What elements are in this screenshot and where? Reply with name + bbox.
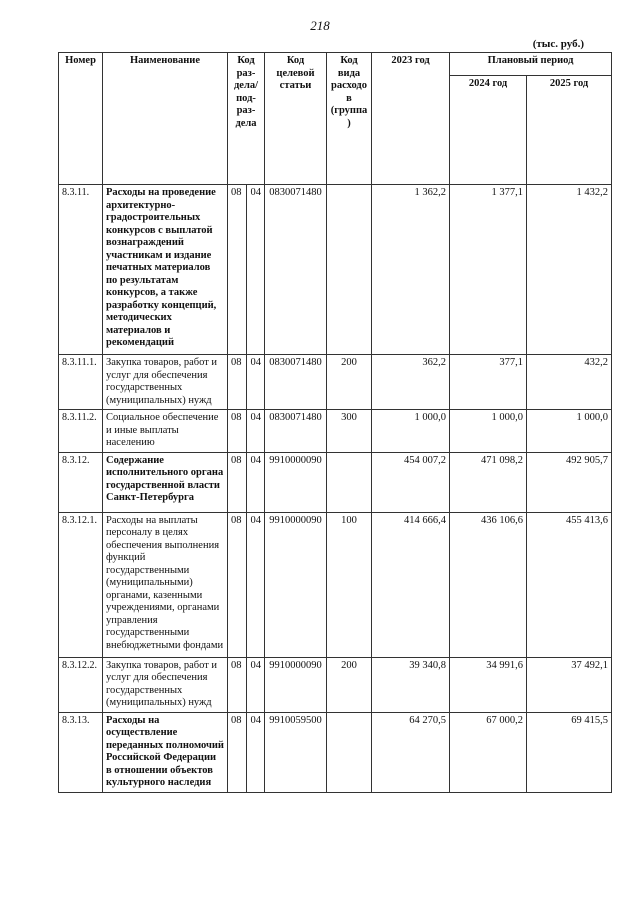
row-amount-2023: 414 666,4: [372, 512, 450, 657]
row-expense-type: 300: [327, 410, 372, 453]
row-target-code: 0830071480: [265, 185, 327, 355]
row-amount-2025: 37 492,1: [527, 657, 612, 712]
page-number: 218: [310, 18, 330, 33]
row-number: 8.3.12.1.: [59, 512, 103, 657]
row-name: Социальное обеспечение и иные выплаты населению: [103, 410, 228, 453]
row-amount-2024: 436 106,6: [450, 512, 527, 657]
row-number: 8.3.12.: [59, 452, 103, 512]
table-row: [59, 452, 612, 512]
row-razdel: 08: [228, 355, 247, 410]
row-amount-2023: 454 007,2: [372, 452, 450, 512]
row-target-code: 9910000090: [265, 512, 327, 657]
row-amount-2024: 67 000,2: [450, 712, 527, 792]
row-amount-2023: 39 340,8: [372, 657, 450, 712]
row-expense-type: 200: [327, 657, 372, 712]
row-podrazdel: 04: [247, 185, 265, 355]
row-amount-2023: 362,2: [372, 355, 450, 410]
budget-table: [58, 52, 612, 793]
row-razdel: 08: [228, 185, 247, 355]
table-row: [59, 712, 612, 792]
table-body: [59, 185, 612, 793]
header-year-2023: 2023 год: [372, 53, 450, 185]
table-row: [59, 657, 612, 712]
table-header: [59, 53, 612, 185]
row-amount-2025: 1 000,0: [527, 410, 612, 453]
table-row: [59, 512, 612, 657]
row-target-code: 9910000090: [265, 452, 327, 512]
header-name: Наименование: [103, 53, 228, 185]
header-number: Номер: [59, 53, 103, 185]
row-amount-2025: 455 413,6: [527, 512, 612, 657]
row-podrazdel: 04: [247, 512, 265, 657]
table-row: [59, 410, 612, 453]
row-podrazdel: 04: [247, 657, 265, 712]
table-row: [59, 355, 612, 410]
row-razdel: 08: [228, 512, 247, 657]
row-expense-type: [327, 712, 372, 792]
row-podrazdel: 04: [247, 712, 265, 792]
header-year-2025: 2025 год: [527, 76, 612, 185]
row-number: 8.3.11.: [59, 185, 103, 355]
row-number: 8.3.12.2.: [59, 657, 103, 712]
header-target-code: Код целевой статьи: [265, 53, 327, 185]
header-plan-period: Плановый период: [450, 53, 612, 76]
row-amount-2025: 492 905,7: [527, 452, 612, 512]
header-section-code: Код раз- дела/ под- раз- дела: [228, 53, 265, 185]
row-target-code: 0830071480: [265, 355, 327, 410]
row-amount-2025: 1 432,2: [527, 185, 612, 355]
row-razdel: 08: [228, 657, 247, 712]
row-number: 8.3.11.1.: [59, 355, 103, 410]
row-name: Содержание исполнительного органа государственной власти Санкт-Петербурга: [103, 452, 228, 512]
row-podrazdel: 04: [247, 410, 265, 453]
units-label: (тыс. руб.): [532, 38, 584, 50]
row-razdel: 08: [228, 410, 247, 453]
table-row: [59, 185, 612, 355]
row-amount-2024: 1 000,0: [450, 410, 527, 453]
row-name: Расходы на выплаты персоналу в целях обеспечения выполнения функций государственными (муниципальными) органами, казенными учреждениями, органами управления государственными внебюджетными фондами: [103, 512, 228, 657]
row-name: Закупка товаров, работ и услуг для обеспечения государственных (муниципальных) нужд: [103, 355, 228, 410]
header-expense-type-code: Код вида расходов (группа): [327, 53, 372, 185]
row-target-code: 9910059500: [265, 712, 327, 792]
row-amount-2024: 34 991,6: [450, 657, 527, 712]
row-name: Расходы на осуществление переданных полномочий Российской Федерации в отношении объектов культурного наследия: [103, 712, 228, 792]
row-target-code: 0830071480: [265, 410, 327, 453]
row-razdel: 08: [228, 712, 247, 792]
row-name: Расходы на проведение архитектурно-градостроительных конкурсов с выплатой вознаграждений участникам и издание печатных материалов по результатам конкурсов, а также разработку концепций, методических материалов и рекомендаций: [103, 185, 228, 355]
row-expense-type: [327, 185, 372, 355]
row-amount-2023: 1 000,0: [372, 410, 450, 453]
row-amount-2023: 1 362,2: [372, 185, 450, 355]
row-podrazdel: 04: [247, 452, 265, 512]
row-amount-2025: 69 415,5: [527, 712, 612, 792]
row-podrazdel: 04: [247, 355, 265, 410]
row-amount-2023: 64 270,5: [372, 712, 450, 792]
row-expense-type: 200: [327, 355, 372, 410]
row-expense-type: 100: [327, 512, 372, 657]
row-amount-2024: 377,1: [450, 355, 527, 410]
row-target-code: 9910000090: [265, 657, 327, 712]
row-number: 8.3.13.: [59, 712, 103, 792]
row-amount-2025: 432,2: [527, 355, 612, 410]
row-name: Закупка товаров, работ и услуг для обеспечения государственных (муниципальных) нужд: [103, 657, 228, 712]
row-amount-2024: 1 377,1: [450, 185, 527, 355]
row-amount-2024: 471 098,2: [450, 452, 527, 512]
row-expense-type: [327, 452, 372, 512]
row-number: 8.3.11.2.: [59, 410, 103, 453]
header-year-2024: 2024 год: [450, 76, 527, 185]
row-razdel: 08: [228, 452, 247, 512]
